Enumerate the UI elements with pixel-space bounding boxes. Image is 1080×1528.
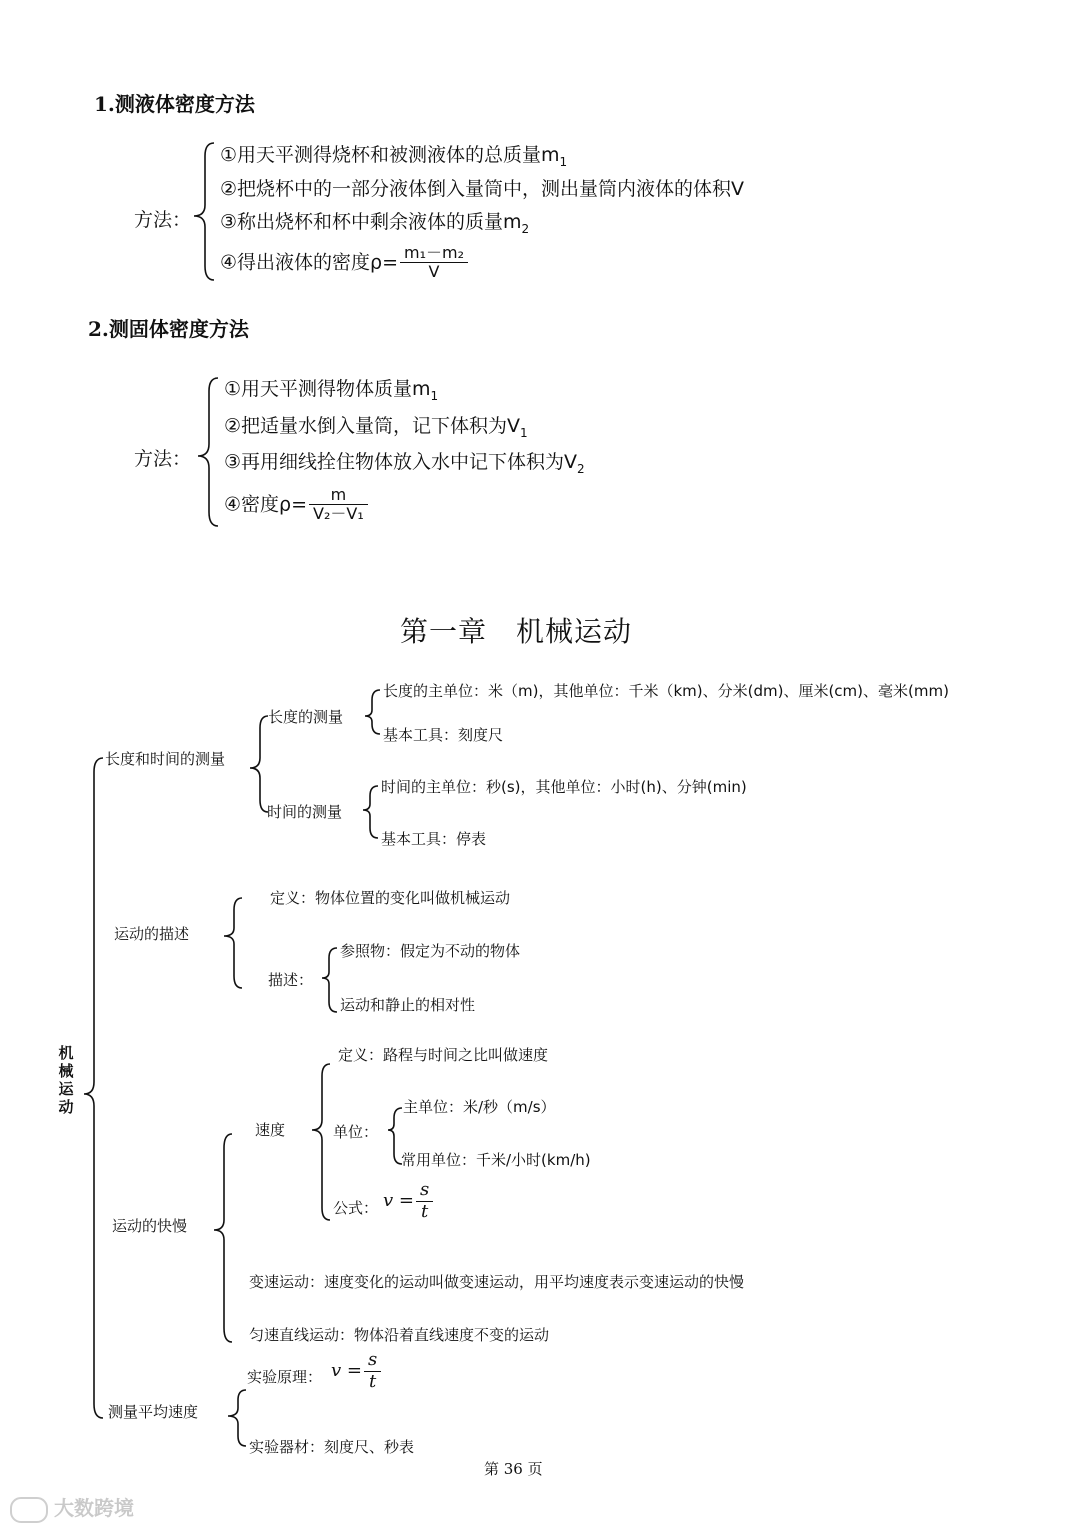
liquid-density-fraction: $\frac{\text{m₁－m₂}}{V}$ — [400, 244, 468, 282]
equipment: 实验器材：刻度尺、秒表 — [249, 1438, 415, 1456]
liquid-step-2: ②把烧杯中的一部分液体倒入量筒中，测出量筒内液体的体积V — [220, 178, 745, 200]
length-tool: 基本工具：刻度尺 — [383, 726, 504, 744]
brace-solid — [198, 378, 218, 526]
brace-n4 — [228, 1390, 246, 1446]
time-tool: 基本工具：停表 — [381, 830, 487, 848]
brace-time — [363, 786, 378, 838]
length-unit: 长度的主单位：米（m)，其他单位：千米（km)、分米(dm)、厘米(cm)、毫米(mm) — [383, 682, 949, 700]
brace-liquid — [194, 143, 214, 280]
node-motion-description: 运动的描述 — [114, 925, 190, 943]
brace-speed — [312, 1064, 330, 1220]
brace-desc — [322, 948, 337, 1012]
liquid-step-3: ③称出烧杯和杯中剩余液体的质量$m_2$ — [220, 211, 530, 236]
common-unit: 常用单位：千米/小时(km/h) — [401, 1151, 591, 1169]
node-speed: 速度 — [255, 1121, 286, 1139]
speed-definition: 定义：路程与时间之比叫做速度 — [338, 1046, 549, 1064]
brace-length — [365, 690, 380, 734]
liquid-step-1: ①用天平测得烧杯和被测液体的总质量$m_1$ — [220, 144, 568, 169]
chapter-title: 第一章 机械运动 — [400, 615, 633, 648]
solid-method-label: 方法： — [134, 448, 192, 470]
main-unit: 主单位：米/秒（m/s） — [403, 1098, 556, 1116]
brace-root — [84, 758, 103, 1418]
node-unit: 单位： — [333, 1123, 379, 1141]
liquid-heading: 1.测液体密度方法 — [94, 92, 255, 116]
solid-step-4: ④密度ρ= $\frac{m}{\text{V₂－V₁}}$ — [224, 486, 368, 524]
formula-label: 公式： — [333, 1199, 379, 1217]
node-describe: 描述： — [268, 971, 314, 989]
principle-label: 实验原理： — [247, 1368, 323, 1386]
relativity: 运动和静止的相对性 — [340, 996, 476, 1014]
variable-motion: 变速运动：速度变化的运动叫做变速运动，用平均速度表示变速运动的快慢 — [249, 1273, 745, 1291]
brace-n2 — [224, 898, 242, 988]
solid-step-2: ②把适量水倒入量筒，记下体积为$V_1$ — [224, 415, 528, 440]
node-speed-of-motion: 运动的快慢 — [112, 1217, 188, 1235]
speed-formula: v = $\frac{s}{t}$ — [383, 1180, 433, 1222]
principle-formula: v = $\frac{s}{t}$ — [331, 1350, 381, 1392]
time-unit: 时间的主单位：秒(s)，其他单位：小时(h)、分钟(min) — [381, 778, 747, 796]
reference-object: 参照物：假定为不动的物体 — [340, 942, 521, 960]
speed-formula-fraction: $\frac{s}{t}$ — [416, 1180, 433, 1222]
solid-density-fraction: $\frac{m}{\text{V₂－V₁}}$ — [309, 486, 368, 524]
principle-formula-fraction: $\frac{s}{t}$ — [364, 1350, 381, 1392]
solid-heading: 2.测固体密度方法 — [88, 317, 249, 341]
node-length-time: 长度和时间的测量 — [105, 750, 226, 768]
node-average-speed: 测量平均速度 — [108, 1403, 199, 1421]
watermark: 大数跨境 — [10, 1492, 134, 1523]
watermark-logo-icon — [10, 1497, 48, 1523]
liquid-step-4: ④得出液体的密度ρ= $\frac{\text{m₁－m₂}}{V}$ — [220, 244, 468, 282]
brace-n1 — [250, 716, 268, 812]
uniform-motion: 匀速直线运动：物体沿着直线速度不变的运动 — [249, 1326, 550, 1344]
solid-step-3: ③再用细线拴住物体放入水中记下体积为$V_2$ — [224, 451, 585, 476]
node-length-measure: 长度的测量 — [268, 708, 344, 726]
brace-n3 — [214, 1134, 232, 1342]
solid-step-1: ①用天平测得物体质量$m_1$ — [224, 378, 439, 403]
node-time-measure: 时间的测量 — [267, 803, 343, 821]
tree-root: 机械运动 — [58, 1044, 74, 1116]
page-number: 第 36 页 — [484, 1460, 543, 1478]
brace-unit — [388, 1108, 402, 1164]
motion-definition: 定义：物体位置的变化叫做机械运动 — [270, 889, 511, 907]
liquid-method-label: 方法： — [134, 209, 192, 231]
